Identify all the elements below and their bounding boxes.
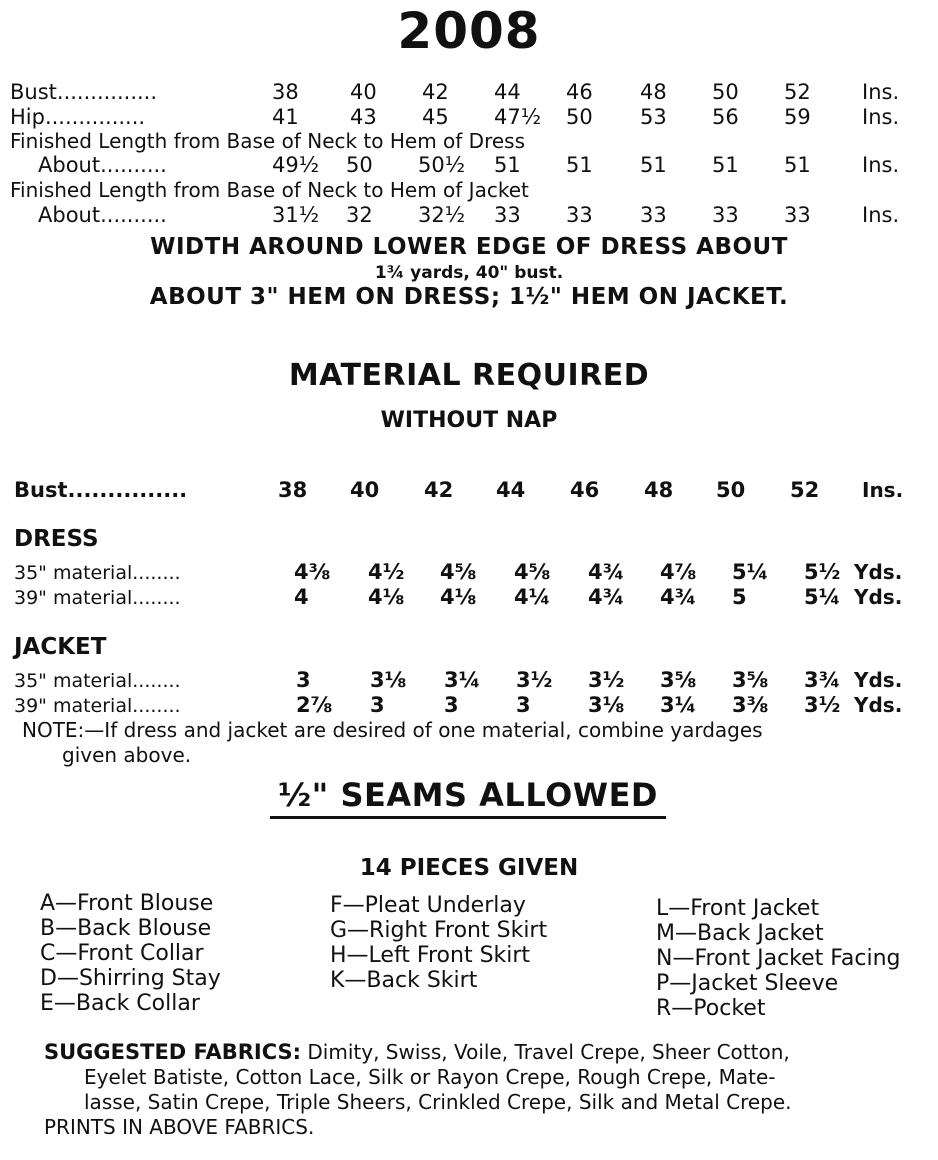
piece-item: K—Back Skirt — [330, 968, 478, 993]
unit-label: Ins. — [862, 153, 900, 177]
value-cell: 42 — [424, 478, 454, 502]
row-label: Bust............... — [14, 478, 188, 502]
value-cell: 50 — [566, 105, 593, 129]
unit-label: Yds. — [854, 585, 903, 609]
value-cell: 42 — [422, 80, 449, 104]
value-cell: 5¼ — [732, 560, 769, 584]
value-cell: 5 — [732, 585, 747, 609]
without-nap-subheading: WITHOUT NAP — [380, 408, 558, 433]
fabrics-label: SUGGESTED FABRICS: — [44, 1040, 302, 1064]
material-bust-row — [0, 478, 938, 504]
piece-item: G—Right Front Skirt — [330, 918, 548, 943]
value-cell: 3⅝ — [732, 668, 769, 692]
piece-item: A—Front Blouse — [40, 891, 214, 916]
bust-measurement-row — [0, 80, 938, 106]
value-cell: 44 — [494, 80, 521, 104]
unit-label: Yds. — [854, 560, 903, 584]
value-cell: 3 — [516, 693, 531, 717]
fabrics-line: Dimity, Swiss, Voile, Travel Crepe, Sheer Cotton, — [301, 1040, 790, 1064]
row-label: 35" material........ — [14, 562, 181, 584]
jacket-length-heading: Finished Length from Base of Neck to Hem of Jacket — [10, 178, 529, 202]
value-cell: 40 — [350, 80, 377, 104]
value-cell: 2⅞ — [296, 693, 333, 717]
value-cell: 4 — [294, 585, 309, 609]
piece-item: M—Back Jacket — [656, 921, 824, 946]
value-cell: 40 — [350, 478, 380, 502]
value-cell: 48 — [644, 478, 674, 502]
value-cell: 52 — [790, 478, 820, 502]
jacket-section-heading: JACKET — [14, 634, 107, 660]
value-cell: 38 — [278, 478, 308, 502]
value-cell: 4½ — [368, 560, 405, 584]
value-cell: 51 — [784, 153, 811, 177]
dress-39-material-row — [0, 585, 938, 611]
value-cell: 51 — [640, 153, 667, 177]
width-note-line1: WIDTH AROUND LOWER EDGE OF DRESS ABOUT — [150, 234, 788, 260]
value-cell: 59 — [784, 105, 811, 129]
value-cell: 56 — [712, 105, 739, 129]
pieces-column-3 — [656, 896, 901, 1021]
value-cell: 3 — [444, 693, 459, 717]
seams-allowed-heading: ½" SEAMS ALLOWED — [270, 776, 666, 819]
value-cell: 33 — [640, 203, 667, 227]
value-cell: 51 — [712, 153, 739, 177]
piece-item: R—Pocket — [656, 996, 766, 1021]
pattern-number-title: 2008 — [397, 2, 541, 60]
dress-length-row — [0, 153, 938, 179]
value-cell: 4⅝ — [440, 560, 477, 584]
value-cell: 4⅛ — [368, 585, 405, 609]
note-line: given above. — [62, 743, 192, 767]
piece-item: L—Front Jacket — [656, 896, 820, 921]
value-cell: 46 — [570, 478, 600, 502]
piece-item: C—Front Collar — [40, 941, 204, 966]
value-cell: 33 — [566, 203, 593, 227]
piece-item: F—Pleat Underlay — [330, 893, 526, 918]
row-label: About.......... — [38, 153, 167, 177]
fabrics-prints-line: PRINTS IN ABOVE FABRICS. — [44, 1115, 315, 1139]
dress-35-material-row — [0, 560, 938, 586]
value-cell: 44 — [496, 478, 526, 502]
fabrics-line: lasse, Satin Crepe, Triple Sheers, Crinkled Crepe, Silk and Metal Crepe. — [84, 1090, 792, 1114]
value-cell: 52 — [784, 80, 811, 104]
value-cell: 32 — [346, 203, 373, 227]
unit-label: Yds. — [854, 693, 903, 717]
value-cell: 3½ — [588, 668, 625, 692]
value-cell: 4⅞ — [660, 560, 697, 584]
width-note-line2: 1¾ yards, 40" bust. — [374, 263, 564, 283]
value-cell: 50 — [346, 153, 373, 177]
piece-item: N—Front Jacket Facing — [656, 946, 901, 971]
value-cell: 43 — [350, 105, 377, 129]
value-cell: 46 — [566, 80, 593, 104]
unit-label: Ins. — [862, 203, 900, 227]
value-cell: 3½ — [804, 693, 841, 717]
value-cell: 4¾ — [588, 585, 625, 609]
value-cell: 50½ — [418, 153, 466, 177]
value-cell: 3⅝ — [660, 668, 697, 692]
value-cell: 4¾ — [660, 585, 697, 609]
piece-item: P—Jacket Sleeve — [656, 971, 839, 996]
suggested-fabrics — [44, 1040, 924, 1140]
value-cell: 4⅜ — [294, 560, 331, 584]
value-cell: 33 — [712, 203, 739, 227]
pieces-column-2 — [330, 893, 547, 993]
value-cell: 3⅛ — [370, 668, 407, 692]
value-cell: 3¼ — [660, 693, 697, 717]
value-cell: 49½ — [272, 153, 320, 177]
value-cell: 3 — [370, 693, 385, 717]
value-cell: 3½ — [516, 668, 553, 692]
piece-item: H—Left Front Skirt — [330, 943, 531, 968]
row-label: About.......... — [38, 203, 167, 227]
unit-label: Ins. — [862, 80, 900, 104]
jacket-39-material-row — [0, 693, 938, 719]
dress-section-heading: DRESS — [14, 526, 99, 552]
row-label: 39" material........ — [14, 695, 181, 717]
value-cell: 32½ — [418, 203, 466, 227]
material-required-heading: MATERIAL REQUIRED — [288, 358, 650, 393]
value-cell: 33 — [784, 203, 811, 227]
value-cell: 5¼ — [804, 585, 841, 609]
width-note-line3: ABOUT 3" HEM ON DRESS; 1½" HEM ON JACKET. — [149, 284, 789, 310]
row-label: 39" material........ — [14, 587, 181, 609]
jacket-length-row — [0, 203, 938, 229]
unit-label: Ins. — [862, 478, 904, 502]
value-cell: 47½ — [494, 105, 542, 129]
value-cell: 50 — [712, 80, 739, 104]
piece-item: D—Shirring Stay — [40, 966, 221, 991]
fabrics-line: Eyelet Batiste, Cotton Lace, Silk or Rayon Crepe, Rough Crepe, Mate- — [84, 1065, 776, 1089]
value-cell: 53 — [640, 105, 667, 129]
hip-measurement-row — [0, 105, 938, 131]
value-cell: 3¼ — [444, 668, 481, 692]
value-cell: 33 — [494, 203, 521, 227]
piece-item: B—Back Blouse — [40, 916, 212, 941]
value-cell: 38 — [272, 80, 299, 104]
value-cell: 4¾ — [588, 560, 625, 584]
unit-label: Ins. — [862, 105, 900, 129]
row-label: Hip............... — [10, 105, 146, 129]
pieces-column-1 — [40, 891, 221, 1016]
value-cell: 45 — [422, 105, 449, 129]
value-cell: 50 — [716, 478, 746, 502]
row-label: Bust............... — [10, 80, 158, 104]
dress-length-heading: Finished Length from Base of Neck to Hem of Dress — [10, 129, 526, 153]
value-cell: 4⅝ — [514, 560, 551, 584]
value-cell: 3⅜ — [732, 693, 769, 717]
value-cell: 4⅛ — [440, 585, 477, 609]
value-cell: 3⅛ — [588, 693, 625, 717]
combined-yardage-note — [22, 718, 912, 768]
value-cell: 48 — [640, 80, 667, 104]
value-cell: 51 — [494, 153, 521, 177]
row-label: 35" material........ — [14, 670, 181, 692]
value-cell: 31½ — [272, 203, 320, 227]
note-line: NOTE:—If dress and jacket are desired of one material, combine yardages — [22, 718, 763, 742]
unit-label: Yds. — [854, 668, 903, 692]
piece-item: E—Back Collar — [40, 991, 200, 1016]
value-cell: 4¼ — [514, 585, 551, 609]
value-cell: 51 — [566, 153, 593, 177]
pieces-given-heading: 14 PIECES GIVEN — [359, 855, 579, 881]
value-cell: 3 — [296, 668, 311, 692]
value-cell: 5½ — [804, 560, 841, 584]
jacket-35-material-row — [0, 668, 938, 694]
value-cell: 3¾ — [804, 668, 841, 692]
value-cell: 41 — [272, 105, 299, 129]
